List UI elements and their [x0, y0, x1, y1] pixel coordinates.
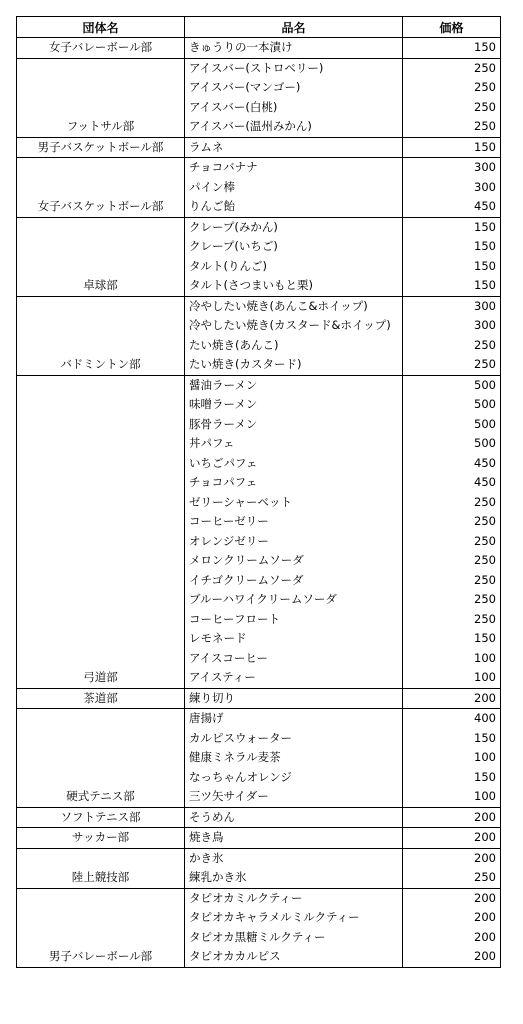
- price-cell: 450: [403, 454, 501, 474]
- item-name-cell: そうめん: [185, 807, 403, 828]
- price-cell: 250: [403, 58, 501, 78]
- price-cell: 300: [403, 178, 501, 198]
- item-name-cell: ブルーハワイクリームソーダ: [185, 590, 403, 610]
- price-cell: 250: [403, 571, 501, 591]
- price-cell: 200: [403, 848, 501, 868]
- price-cell: 250: [403, 551, 501, 571]
- item-name-cell: カルピスウォーター: [185, 729, 403, 749]
- table-row: [17, 296, 501, 316]
- price-cell: 250: [403, 610, 501, 630]
- group-name-cell: サッカー部: [17, 828, 185, 849]
- item-name-cell: タピオカミルクティー: [185, 888, 403, 908]
- item-name-cell: レモネード: [185, 629, 403, 649]
- table-row: [17, 709, 501, 729]
- header-item: 品名: [185, 17, 403, 38]
- item-name-cell: オレンジゼリー: [185, 532, 403, 552]
- price-cell: 450: [403, 473, 501, 493]
- item-name-cell: たい焼き(あんこ): [185, 336, 403, 356]
- table-body: [17, 38, 501, 968]
- price-cell: 250: [403, 355, 501, 375]
- table-row: [17, 688, 501, 709]
- price-cell: 500: [403, 434, 501, 454]
- table-row: [17, 158, 501, 178]
- item-name-cell: 冷やしたい焼き(カスタード&ホイップ): [185, 316, 403, 336]
- item-name-cell: りんご飴: [185, 197, 403, 217]
- item-name-cell: 焼き鳥: [185, 828, 403, 849]
- item-name-cell: タピオカカルピス: [185, 947, 403, 967]
- group-name-cell: 卓球部: [17, 217, 185, 296]
- price-cell: 300: [403, 316, 501, 336]
- price-cell: 500: [403, 375, 501, 395]
- item-name-cell: きゅうりの一本漬け: [185, 38, 403, 59]
- price-cell: 250: [403, 532, 501, 552]
- item-name-cell: なっちゃんオレンジ: [185, 768, 403, 788]
- item-name-cell: 豚骨ラーメン: [185, 415, 403, 435]
- price-cell: 150: [403, 217, 501, 237]
- group-name-cell: 男子バスケットボール部: [17, 137, 185, 158]
- item-name-cell: コーヒーフロート: [185, 610, 403, 630]
- price-cell: 200: [403, 828, 501, 849]
- price-cell: 150: [403, 276, 501, 296]
- price-cell: 300: [403, 296, 501, 316]
- item-name-cell: アイスバー(ストロベリー): [185, 58, 403, 78]
- item-name-cell: タルト(りんご): [185, 257, 403, 277]
- table-header: [17, 17, 501, 38]
- group-name-cell: 女子バスケットボール部: [17, 158, 185, 218]
- item-name-cell: チョコバナナ: [185, 158, 403, 178]
- price-cell: 250: [403, 117, 501, 137]
- group-name-cell: 女子バレーボール部: [17, 38, 185, 59]
- price-cell: 150: [403, 257, 501, 277]
- item-name-cell: 唐揚げ: [185, 709, 403, 729]
- item-name-cell: アイスバー(温州みかん): [185, 117, 403, 137]
- item-name-cell: たい焼き(カスタード): [185, 355, 403, 375]
- item-name-cell: ゼリーシャーベット: [185, 493, 403, 513]
- price-cell: 150: [403, 729, 501, 749]
- price-cell: 200: [403, 928, 501, 948]
- price-cell: 100: [403, 668, 501, 688]
- item-name-cell: クレープ(みかん): [185, 217, 403, 237]
- header-row: [17, 17, 501, 38]
- item-name-cell: タピオカキャラメルミルクティー: [185, 908, 403, 928]
- table-row: [17, 58, 501, 78]
- item-name-cell: アイスバー(白桃): [185, 98, 403, 118]
- header-group: 団体名: [17, 17, 185, 38]
- price-cell: 200: [403, 688, 501, 709]
- table-row: [17, 137, 501, 158]
- price-cell: 250: [403, 868, 501, 888]
- price-cell: 150: [403, 237, 501, 257]
- price-cell: 100: [403, 649, 501, 669]
- price-cell: 200: [403, 908, 501, 928]
- item-name-cell: チョコパフェ: [185, 473, 403, 493]
- table-row: [17, 38, 501, 59]
- group-name-cell: 男子バレーボール部: [17, 888, 185, 967]
- item-name-cell: クレープ(いちご): [185, 237, 403, 257]
- item-name-cell: 丼パフェ: [185, 434, 403, 454]
- header-price: 価格: [403, 17, 501, 38]
- item-name-cell: アイスティー: [185, 668, 403, 688]
- price-cell: 150: [403, 38, 501, 59]
- group-name-cell: 茶道部: [17, 688, 185, 709]
- price-cell: 500: [403, 415, 501, 435]
- table-row: [17, 807, 501, 828]
- price-cell: 500: [403, 395, 501, 415]
- price-cell: 150: [403, 629, 501, 649]
- group-name-cell: 硬式テニス部: [17, 709, 185, 808]
- price-cell: 400: [403, 709, 501, 729]
- menu-price-table: [16, 16, 501, 968]
- item-name-cell: 練り切り: [185, 688, 403, 709]
- table-row: [17, 375, 501, 395]
- table-row: [17, 888, 501, 908]
- price-cell: 150: [403, 768, 501, 788]
- item-name-cell: 健康ミネラル麦茶: [185, 748, 403, 768]
- group-name-cell: ソフトテニス部: [17, 807, 185, 828]
- price-cell: 200: [403, 947, 501, 967]
- group-name-cell: 弓道部: [17, 375, 185, 688]
- item-name-cell: 練乳かき氷: [185, 868, 403, 888]
- item-name-cell: ラムネ: [185, 137, 403, 158]
- item-name-cell: 醤油ラーメン: [185, 375, 403, 395]
- price-cell: 250: [403, 98, 501, 118]
- item-name-cell: イチゴクリームソーダ: [185, 571, 403, 591]
- price-cell: 100: [403, 787, 501, 807]
- item-name-cell: 三ツ矢サイダー: [185, 787, 403, 807]
- price-cell: 250: [403, 78, 501, 98]
- price-cell: 450: [403, 197, 501, 217]
- item-name-cell: パイン棒: [185, 178, 403, 198]
- item-name-cell: アイスバー(マンゴー): [185, 78, 403, 98]
- item-name-cell: 味噌ラーメン: [185, 395, 403, 415]
- item-name-cell: タルト(さつまいもと栗): [185, 276, 403, 296]
- group-name-cell: バドミントン部: [17, 296, 185, 375]
- price-cell: 250: [403, 590, 501, 610]
- item-name-cell: メロンクリームソーダ: [185, 551, 403, 571]
- item-name-cell: アイスコーヒー: [185, 649, 403, 669]
- price-cell: 150: [403, 137, 501, 158]
- item-name-cell: いちごパフェ: [185, 454, 403, 474]
- price-cell: 250: [403, 493, 501, 513]
- group-name-cell: 陸上競技部: [17, 848, 185, 888]
- price-cell: 300: [403, 158, 501, 178]
- item-name-cell: 冷やしたい焼き(あんこ&ホイップ): [185, 296, 403, 316]
- table-row: [17, 828, 501, 849]
- price-cell: 200: [403, 807, 501, 828]
- table-row: [17, 848, 501, 868]
- price-cell: 250: [403, 336, 501, 356]
- item-name-cell: コーヒーゼリー: [185, 512, 403, 532]
- item-name-cell: かき氷: [185, 848, 403, 868]
- table-row: [17, 217, 501, 237]
- price-cell: 200: [403, 888, 501, 908]
- price-cell: 250: [403, 512, 501, 532]
- group-name-cell: フットサル部: [17, 58, 185, 137]
- item-name-cell: タピオカ黒糖ミルクティー: [185, 928, 403, 948]
- price-cell: 100: [403, 748, 501, 768]
